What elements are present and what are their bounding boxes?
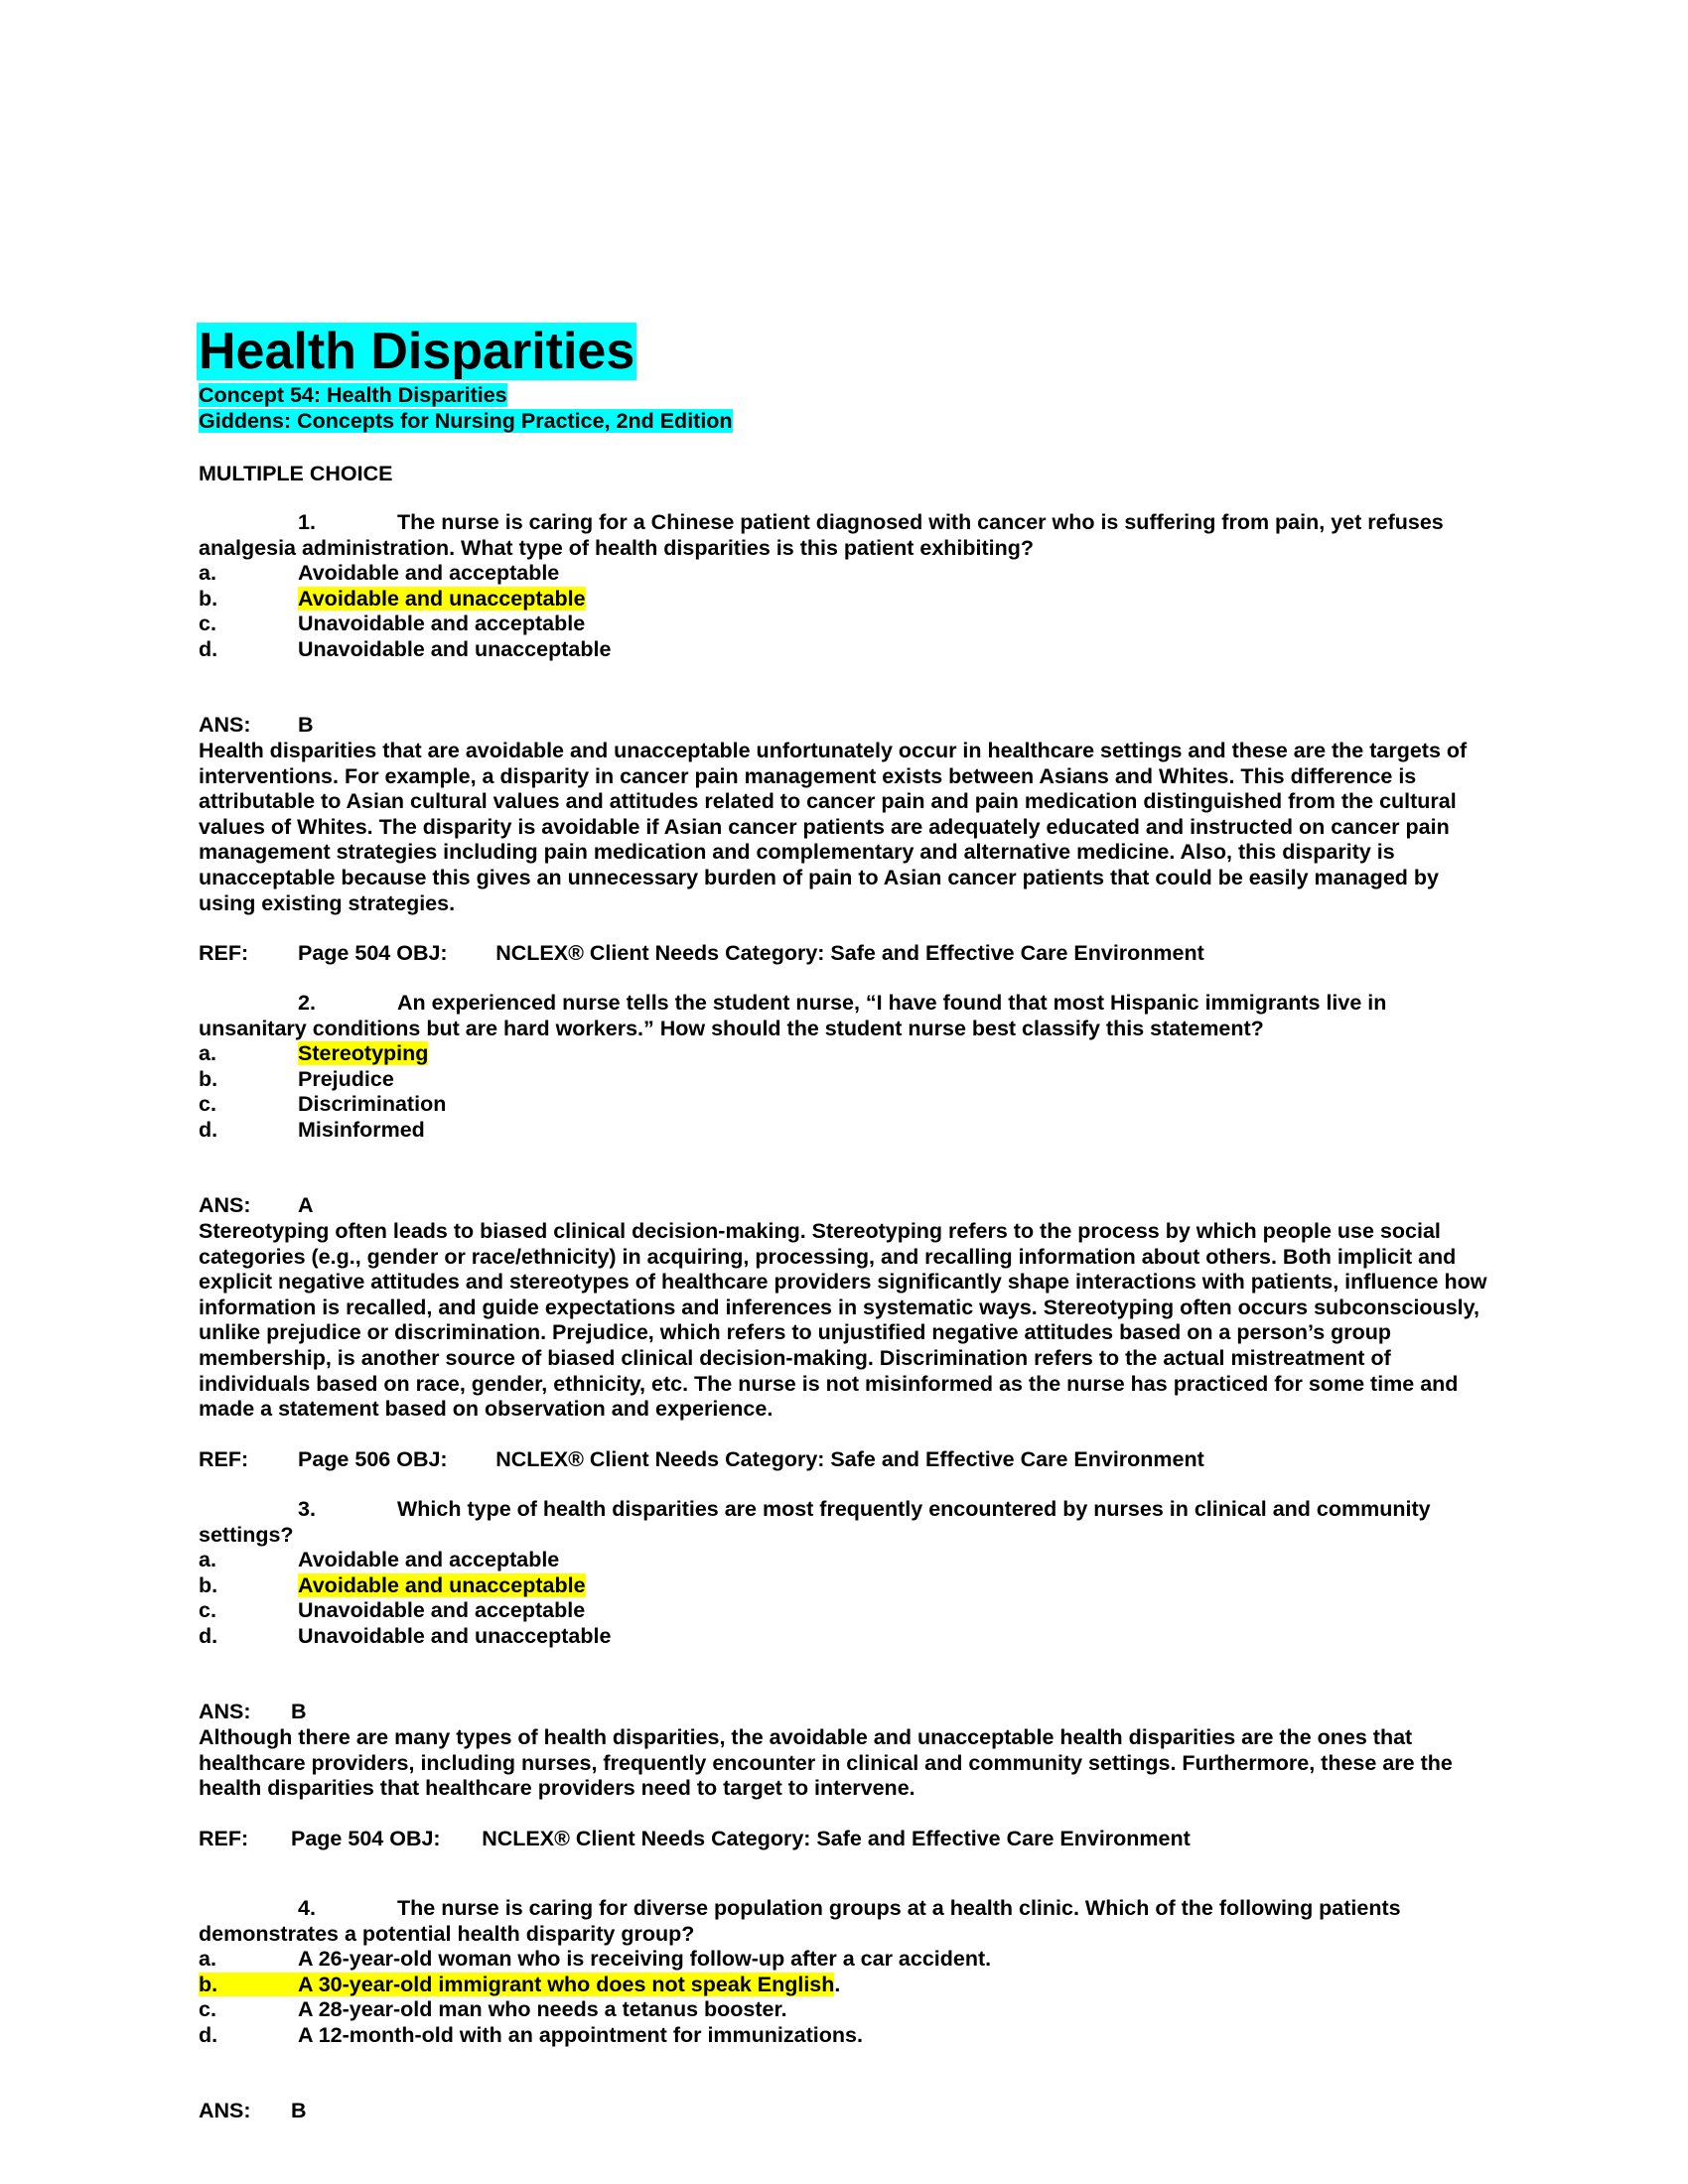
question-2-option-b: b. Prejudice xyxy=(199,1067,394,1091)
question-4-option-d: d. A 12-month-old with an appointment for immunizations. xyxy=(199,2023,863,2047)
question-number: 2. xyxy=(298,991,316,1015)
question-2-option-d: d. Misinformed xyxy=(199,1118,425,1142)
question-2-option-c: c. Discrimination xyxy=(199,1092,447,1116)
question-3-reference: REF: Page 504 OBJ: NCLEX® Client Needs Category: Safe and Effective Care Environment xyxy=(199,1827,1191,1850)
question-3-rationale: Although there are many types of health disparities, the avoidable and unacceptable health disparities are the ones that healthcare providers, including nurses, frequently encounter in clinical and community settings. Furthermore, these are the health disparities that healthcare providers need to target to intervene. xyxy=(199,1725,1453,1801)
book-subtitle: Giddens: Concepts for Nursing Practice, 2nd Edition xyxy=(199,409,733,433)
correct-answer-highlight: Avoidable and unacceptable xyxy=(298,1573,586,1597)
question-number: 1. xyxy=(298,510,316,534)
question-3-option-b: b. Avoidable and unacceptable xyxy=(199,1573,586,1597)
question-1-stem: 1. The nurse is caring for a Chinese patient diagnosed with cancer who is suffering from pain, yet refuses analgesia administration. What type of health disparities is this patient exhibiting? xyxy=(199,510,1444,560)
question-1-option-c: c. Unavoidable and acceptable xyxy=(199,612,586,635)
correct-answer-highlight: b. A 30-year-old immigrant who does not speak English xyxy=(199,1973,835,1996)
question-1-option-a: a. Avoidable and acceptable xyxy=(199,561,560,585)
question-2-reference: REF: Page 506 OBJ: NCLEX® Client Needs Category: Safe and Effective Care Environment xyxy=(199,1447,1204,1471)
correct-answer-highlight: Stereotyping xyxy=(298,1041,429,1065)
question-2-stem: 2. An experienced nurse tells the student nurse, “I have found that most Hispanic immigrants live in unsanitary conditions but are hard workers.” How should the student nurse best classify this statement? xyxy=(199,991,1387,1040)
question-4-option-b: b. A 30-year-old immigrant who does not speak English. xyxy=(199,1973,841,1996)
question-2-answer: ANS: A xyxy=(199,1193,314,1217)
question-4-stem: 4. The nurse is caring for diverse population groups at a health clinic. Which of the following patients demonstrates a potential health disparity group? xyxy=(199,1896,1401,1946)
question-3-option-c: c. Unavoidable and acceptable xyxy=(199,1598,586,1622)
question-4-option-c: c. A 28-year-old man who needs a tetanus booster. xyxy=(199,1997,787,2021)
question-number: 3. xyxy=(298,1497,316,1521)
question-1-rationale: Health disparities that are avoidable and unacceptable unfortunately occur in healthcare settings and these are the targets of interventions. For example, a disparity in cancer pain management exists between Asians and Whites. This difference is attributable to Asian cultural values and attitudes related to cancer pain and pain medication distinguished from the cultural values of Whites. The disparity is avoidable if Asian cancer patients are adequately educated and instructed on cancer pain management strategies including pain medication and complementary and alternative medicine. Also, this disparity is unacceptable because this gives an unnecessary burden of pain to Asian cancer patients that could be easily managed by using existing strategies. xyxy=(199,739,1468,915)
concept-subtitle: Concept 54: Health Disparities xyxy=(199,383,507,407)
question-1-reference: REF: Page 504 OBJ: NCLEX® Client Needs Category: Safe and Effective Care Environment xyxy=(199,941,1204,965)
question-2-rationale: Stereotyping often leads to biased clinical decision-making. Stereotyping refers to the process by which people use social categories (e.g., gender or race/ethnicity) in acquiring, processing, and recalling information about others. Both implicit and explicit negative attitudes and stereotypes of healthcare providers significantly shape interactions with patients, influence how information is recalled, and guide expectations and inferences in systematic ways. Stereotyping often occurs subconsciously, unlike prejudice or discrimination. Prejudice, which refers to unjustified negative attitudes based on a person’s group membership, is another source of biased clinical decision-making. Discrimination refers to the actual mistreatment of individuals based on race, gender, ethnicity, etc. The nurse is not misinformed as the nurse has practiced for some time and made a statement based on observation and experience. xyxy=(199,1219,1487,1422)
question-number: 4. xyxy=(298,1896,316,1920)
question-1-option-b: b. Avoidable and unacceptable xyxy=(199,587,586,611)
correct-answer-highlight: Avoidable and unacceptable xyxy=(298,587,586,611)
question-4-option-a: a. A 26-year-old woman who is receiving follow-up after a car accident. xyxy=(199,1947,992,1971)
document-title xyxy=(197,322,636,381)
question-4-answer: ANS: B xyxy=(199,2099,307,2122)
section-heading: MULTIPLE CHOICE xyxy=(199,462,393,485)
question-2-option-a: a. Stereotyping xyxy=(199,1041,429,1065)
question-3-option-d: d. Unavoidable and unacceptable xyxy=(199,1624,612,1648)
question-3-answer: ANS: B xyxy=(199,1700,307,1723)
question-1-option-d: d. Unavoidable and unacceptable xyxy=(199,637,612,661)
question-3-stem: 3. Which type of health disparities are most frequently encountered by nurses in clinical and community settings? xyxy=(199,1497,1431,1547)
question-1-answer: ANS: B xyxy=(199,713,314,737)
title-text: Health Disparities xyxy=(199,323,635,380)
question-3-option-a: a. Avoidable and acceptable xyxy=(199,1548,560,1571)
